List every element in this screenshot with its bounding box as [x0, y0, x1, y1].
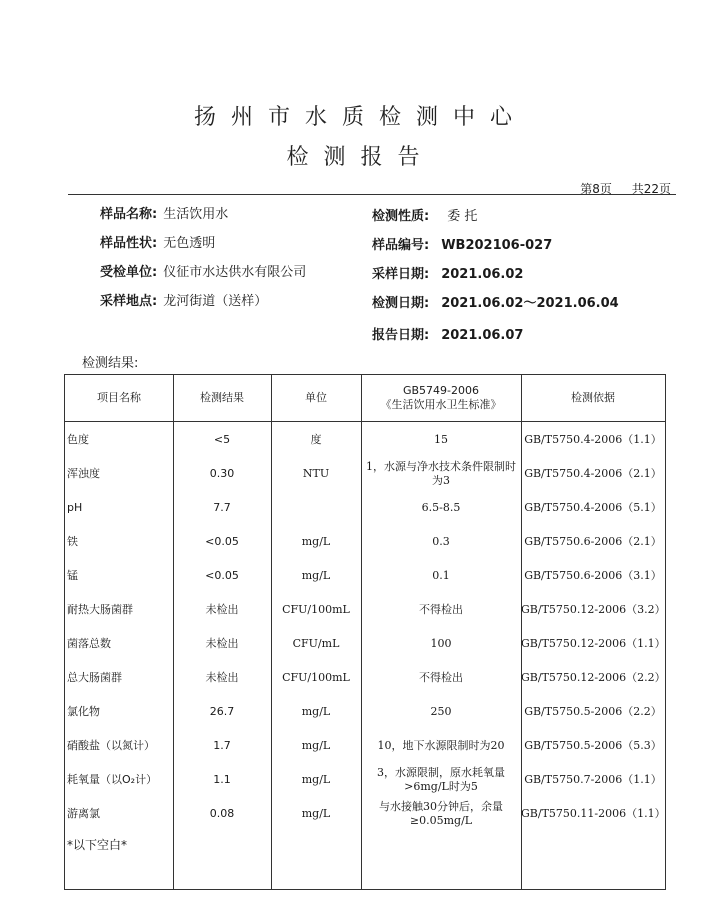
cell-result: 未检出	[205, 671, 239, 684]
report-title: 扬州市水质检测中心	[193, 105, 527, 130]
cell-method: GB/T5750.6-2006（2.1）	[524, 535, 662, 548]
header-standard: GB5749-2006 《生活饮用水卫生标准》	[380, 384, 502, 411]
cell-standard: 与水接触30分钟后，余量≥0.05mg/L	[379, 800, 503, 827]
cell-result: 0.08	[209, 807, 235, 820]
cell-unit: CFU/mL	[292, 637, 340, 650]
results-label: 检测结果:	[82, 356, 139, 371]
cell-unit: mg/L	[301, 535, 331, 548]
cell-unit: mg/L	[301, 807, 331, 820]
field-nature: 检测性质: 委 托	[372, 209, 478, 224]
cell-name: 总大肠菌群	[67, 671, 122, 684]
cell-unit: mg/L	[301, 705, 331, 718]
cell-unit: CFU/100mL	[282, 671, 350, 684]
cell-name: 游离氯	[67, 807, 100, 820]
cell-method: GB/T5750.7-2006（1.1）	[524, 773, 662, 786]
field-sample-name: 样品名称: 生活饮用水	[100, 207, 229, 222]
cell-name: 锰	[67, 569, 78, 582]
cell-result: 0.30	[209, 467, 235, 480]
cell-method: GB/T5750.12-2006（2.2）	[521, 671, 666, 684]
cell-name: 浑浊度	[67, 467, 100, 480]
cell-method: GB/T5750.4-2006（5.1）	[524, 501, 662, 514]
cell-method: GB/T5750.6-2006（3.1）	[524, 569, 662, 582]
cell-result: 1.7	[213, 739, 231, 752]
cell-unit: NTU	[302, 467, 330, 480]
cell-result: <0.05	[205, 535, 239, 548]
cell-name: 耗氧量（以O₂计）	[67, 773, 158, 786]
field-sample-state: 样品性状: 无色透明	[100, 236, 216, 251]
cell-result: 1.1	[213, 773, 231, 786]
cell-unit	[271, 491, 361, 525]
cell-standard: 250	[430, 705, 452, 718]
cell-result: 未检出	[205, 637, 239, 650]
cell-standard: 不得检出	[419, 603, 463, 616]
cell-standard: 100	[430, 637, 452, 650]
cell-name: pH	[67, 501, 83, 514]
cell-name: 铁	[67, 535, 78, 548]
cell-standard: 6.5-8.5	[421, 501, 461, 514]
header-divider	[68, 194, 676, 195]
cell-standard: 15	[434, 433, 448, 446]
report-subtitle: 检测报告	[286, 145, 435, 170]
cell-method: GB/T5750.12-2006（3.2）	[521, 603, 666, 616]
cell-result: <5	[213, 433, 231, 446]
cell-result: <0.05	[205, 569, 239, 582]
cell-unit: CFU/100mL	[282, 603, 350, 616]
field-location: 采样地点: 龙河街道（送样）	[100, 294, 268, 309]
cell-standard: 不得检出	[419, 671, 463, 684]
cell-method: GB/T5750.4-2006（2.1）	[524, 467, 662, 480]
cell-result: 未检出	[205, 603, 239, 616]
header-unit: 单位	[305, 391, 327, 404]
cell-standard: 10，地下水源限制时为20	[377, 739, 505, 752]
cell-standard: 0.3	[432, 535, 450, 548]
field-report-date: 报告日期: 2021.06.07	[372, 328, 524, 343]
results-table	[64, 374, 666, 890]
col-divider	[361, 375, 362, 889]
field-sample-id: 样品编号: WB202106-027	[372, 238, 553, 253]
header-name: 项目名称	[97, 391, 141, 404]
cell-name: 耐热大肠菌群	[67, 603, 133, 616]
page-number: 第8页	[580, 182, 612, 196]
field-test-date: 检测日期: 2021.06.02～2021.06.04	[372, 296, 619, 311]
cell-method: GB/T5750.5-2006（2.2）	[524, 705, 662, 718]
page-total: 共22页	[631, 182, 671, 196]
field-sample-date: 采样日期: 2021.06.02	[372, 267, 524, 282]
cell-standard: 1，水源与净水技术条件限制时为3	[366, 460, 516, 487]
cell-name: 色度	[67, 433, 89, 446]
cell-unit: 度	[310, 433, 322, 446]
cell-method: GB/T5750.5-2006（5.3）	[524, 739, 662, 752]
cell-name: 菌落总数	[67, 637, 111, 650]
cell-unit: mg/L	[301, 773, 331, 786]
end-note: *以下空白*	[67, 838, 128, 852]
cell-name: 硝酸盐（以氮计）	[67, 739, 155, 752]
header-method: 检测依据	[571, 391, 615, 404]
cell-method: GB/T5750.4-2006（1.1）	[524, 433, 662, 446]
cell-standard: 3，水源限制，原水耗氧量>6mg/L时为5	[377, 766, 505, 793]
header-result: 检测结果	[200, 391, 244, 404]
cell-name: 氯化物	[67, 705, 100, 718]
cell-unit: mg/L	[301, 739, 331, 752]
cell-method: GB/T5750.11-2006（1.1）	[521, 807, 666, 820]
header-row-divider	[65, 421, 665, 422]
cell-result: 26.7	[209, 705, 235, 718]
cell-unit: mg/L	[301, 569, 331, 582]
cell-standard: 0.1	[432, 569, 450, 582]
cell-result: 7.7	[213, 501, 231, 514]
field-client: 受检单位: 仪征市水达供水有限公司	[100, 265, 307, 280]
cell-method: GB/T5750.12-2006（1.1）	[521, 637, 666, 650]
